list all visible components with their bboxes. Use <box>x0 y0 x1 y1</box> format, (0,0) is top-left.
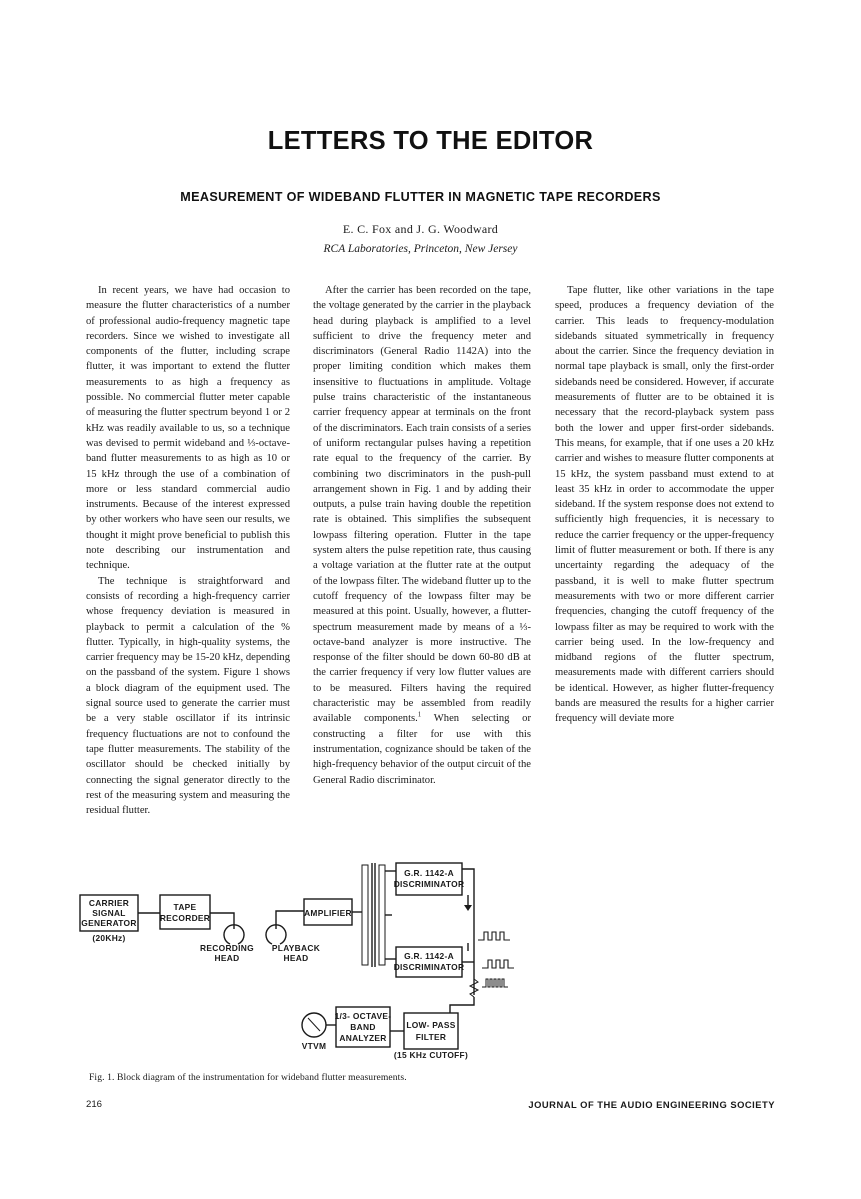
amplifier-label: AMPLIFIER <box>304 908 352 918</box>
wire-to-lowpass <box>450 997 474 1013</box>
text-column-1 <box>86 283 290 818</box>
pulse-train-2-icon <box>482 960 514 968</box>
footnote-ref: 1 <box>417 710 422 719</box>
playback-head-label-2: HEAD <box>283 953 309 963</box>
page-number: 216 <box>86 1099 103 1110</box>
lowpass-label-1: LOW- PASS <box>406 1020 456 1030</box>
analyzer-label-2: BAND <box>350 1022 376 1032</box>
analyzer-label-3: ANALYZER <box>339 1033 387 1043</box>
article-affiliation: RCA Laboratories, Princeton, New Jersey <box>323 243 518 255</box>
lowpass-filter-box <box>404 1013 458 1049</box>
lowpass-cutoff-label: (15 KHz CUTOFF) <box>393 1050 469 1060</box>
paragraph-flutter-sidebands: Tape flutter, like other variations in the tape speed, produces a frequency deviation of the carrier. This leads to frequency-modulation sidebands situated symmetrically in frequency about the carrier. Since the frequency deviation in normal tape playback is small, only the first-order sidebands need be considered. However, if accurate measurements of flutter are to be obtained it is necessary that the record-playback system pass both the lower and upper first-order sidebands. This means, for example, that if one uses a 20 kHz carrier and wishes to measure flutter components at 15 kHz, the system passband must extend to at least 35 kHz in order to accommodate the upper sideband. If the system response does not extend to sufficiently high frequencies, it is necessary to reduce the carrier frequency or the upper-frequency limit of flutter measurement or both. If there is any uncertainty regarding the adequacy of the passband, it is well to make flutter spectrum measurements with two or more different carrier frequencies, changing the cutoff frequency of the lowpass filter as may be required to work with the carrier being used. In the low-frequency and midband regions of the flutter spectrum, measurements made with different carriers should be identical. However, as higher flutter-frequency bands are measured the results for a higher carrier frequency will deviate more <box>555 285 775 725</box>
article-authors: E. C. Fox and J. G. Woodward <box>342 222 499 236</box>
carrier-label-3: GENERATOR <box>81 918 137 928</box>
paragraph-technique: The technique is straightforward and consists of recording a high-frequency carrier whose frequency deviation is measured in playback to permit a calculation of the % flutter. Typically, in high-quality systems, the carrier frequency may be 15-20 kHz, depending on the passband of the system. Figure 1 shows a block diagram of the equipment used. The signal source used to generate the carrier must be a very stable oscillator if its intrinsic frequency fluctuations are not to confound the tape flutter measurements. The stability of the oscillator should be checked initially by connecting the signal generator directly to the rest of the measuring system and measuring the residual flutter. <box>86 575 290 817</box>
arrow-down-icon <box>464 905 472 911</box>
transformer-secondary-icon <box>379 865 385 965</box>
block-diagram-figure <box>74 855 544 1070</box>
lowpass-label-2: FILTER <box>415 1032 447 1042</box>
tape-recorder-box <box>160 895 210 929</box>
discriminator-2-label-1: G.R. 1142-A <box>404 951 454 961</box>
text-column-2 <box>313 283 531 788</box>
vtvm-needle-icon <box>308 1018 320 1031</box>
tape-label-1: TAPE <box>173 902 197 912</box>
text-column-3 <box>555 283 774 727</box>
journal-name: JOURNAL OF THE AUDIO ENGINEERING SOCIETY <box>528 1099 775 1110</box>
figure-caption: Fig. 1. Block diagram of the instrumentation for wideband flutter measurements. <box>89 1072 407 1083</box>
paragraph-carrier-playback <box>313 283 531 788</box>
recording-head-label-2: HEAD <box>214 953 240 963</box>
carrier-label-1: CARRIER <box>88 898 130 908</box>
paragraph-carrier-tail: When selecting or constructing a filter for use with this instrumentation, cognizance should be taken of the high-frequency behavior of the output circuit of the General Radio discriminator. <box>313 713 531 786</box>
pulse-train-combined-icon <box>482 979 508 987</box>
discriminator-2-label-2: DISCRIMINATOR <box>393 962 465 972</box>
page-title: LETTERS TO THE EDITOR <box>267 127 594 155</box>
analyzer-label-1: 1/3- OCTAVE- <box>334 1011 392 1021</box>
pulse-train-1-icon <box>478 932 510 940</box>
block-diagram-svg <box>74 855 544 1070</box>
playback-head-label-1: PLAYBACK <box>271 943 321 953</box>
wire-tape-rechead <box>210 913 234 929</box>
paragraph-carrier-text: After the carrier has been recorded on the tape, the voltage generated by the carrier in the playback head during playback is amplified to a level sufficient to drive the frequency meter and discriminators (General Radio 1142A) into the proper limiting condition which makes them insensitive to fluctuations in amplitude. Voltage pulse trains characteristic of the instantaneous carrier frequency appear at terminals on the front of the discriminators. Each train consists of a series of uniform rectangular pulses having a repetition rate equal to the frequency of the carrier. By combining two discriminators in the push-pull arrangement shown in Fig. 1 and by adding their outputs, a pulse train having double the repetition rate is obtained. This simplifies the subsequent lowpass filtering operation. Flutter in the tape system alters the pulse repetition rate, thus causing a voltage variation at the flutter rate at the output of the lowpass filter. The wideband flutter up to the cutoff frequency of the lowpass filter may be measured at this point. Usually, however, a flutter-spectrum measurement made by means of a ⅓-octave-band analyzer is more instructive. The response of the filter should be down 60-80 dB at the carrier frequency if very low flutter values are to be measured. Filters having the required characteristic may be assembled from readily available components. <box>313 285 531 725</box>
article-title: MEASUREMENT OF WIDEBAND FLUTTER IN MAGNETIC TAPE RECORDERS <box>180 190 661 204</box>
tape-label-2: RECORDER <box>159 913 211 923</box>
paragraph-intro: In recent years, we have had occasion to measure the flutter characteristics of a number of professional audio-frequency magnetic tape recorders. Since we wished to investigate all components of the flutter, including scrape flutter, it was important to extend the flutter measurements to as high a frequency as possible. No commercial flutter meter capable of measuring the flutter spectrum beyond 1 or 2 kHz was readily available to us, so a technique was devised to permit wideband and ⅓-octave-band flutter measurements to as high as 10 or 15 kHz through the use of a combination of more or less standard commercial audio instruments. Because of the interest expressed by other workers who have seen our results, we thought it might prove beneficial to publish this note describing our instrumentation and technique. <box>86 285 290 572</box>
vtvm-label: VTVM <box>301 1041 327 1051</box>
carrier-label-2: SIGNAL <box>92 908 126 918</box>
discriminator-1-label-1: G.R. 1142-A <box>404 868 454 878</box>
recording-head-label-1: RECORDING <box>200 943 254 953</box>
transformer-primary-icon <box>362 865 368 965</box>
discriminator-1-label-2: DISCRIMINATOR <box>393 879 465 889</box>
carrier-frequency-label: (20KHz) <box>92 933 126 943</box>
